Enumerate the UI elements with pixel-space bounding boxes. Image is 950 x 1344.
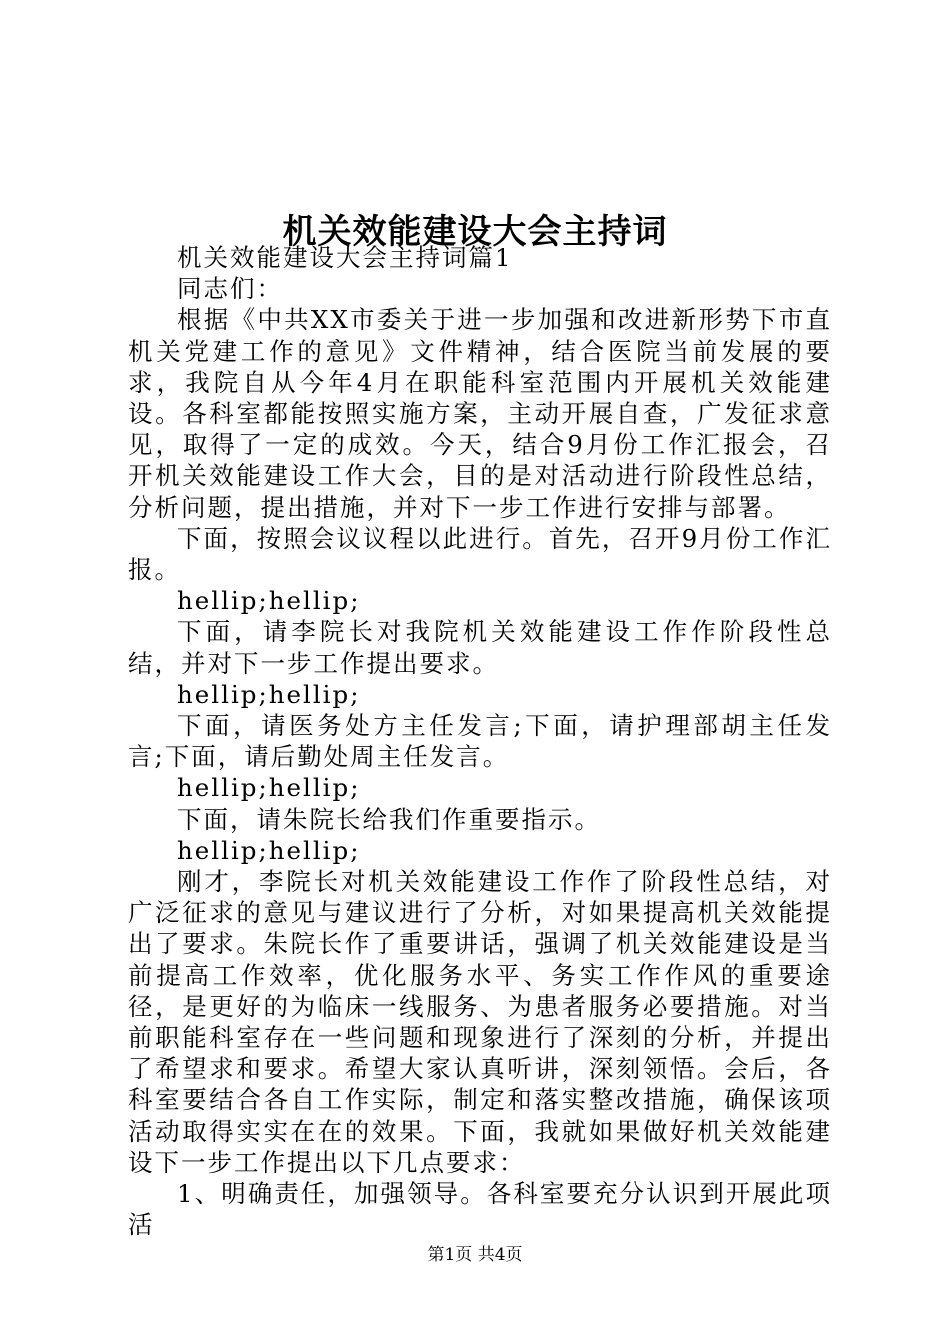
page-number-footer: 第1页 共4页 <box>427 1245 523 1265</box>
paragraph: 下面，请朱院长给我们作重要指示。 <box>177 804 601 834</box>
paragraph-subtitle: 机关效能建设大会主持词篇1 <box>177 243 513 272</box>
paragraph: 根据《中共XX市委关于进一步加强和改进新形势下市直机关党建工作的意见》文件精神，结合医院当前发展的要求，我院自从今年4月在职能科室范围内开展机关效能建设。各科室都能按照实施方案，主动开展自查，广发征求意见，取得了一定的成效。今天，结合9月份工作汇报会，召开机关效能建设工作大会，目的是对活动进行阶段性总结，分析问题，提出措施，并对下一步工作进行安排与部署。 <box>128 305 832 522</box>
paragraph-ellipsis: hellip;hellip; <box>177 835 361 865</box>
paragraph: 下面，按照会议议程以此进行。首先，召开9月份工作汇报。 <box>128 523 832 585</box>
paragraph-ellipsis: hellip;hellip; <box>177 773 361 803</box>
page-title: 机关效能建设大会主持词 <box>282 211 668 252</box>
paragraph: 刚才，李院长对机关效能建设工作作了阶段性总结，对广泛征求的意见与建议进行了分析，对如果提高机关效能提出了要求。朱院长作了重要讲话，强调了机关效能建设是当前提高工作效率，优化服务水平、务实工作作风的重要途径，是更好的为临床一线服务、为患者服务必要措施。对当前职能科室存在一些问题和现象进行了深刻的分析，并提出了希望求和要求。希望大家认真听讲，深刻领悟。会后，各科室要结合各自工作实际，制定和落实整改措施，确保该项活动取得实实在在的效果。下面，我就如果做好机关效能建设下一步工作提出以下几点要求： <box>128 867 832 1177</box>
paragraph-ellipsis: hellip;hellip; <box>177 679 361 709</box>
paragraph: 下面，请医务处方主任发言;下面，请护理部胡主任发言;下面，请后勤处周主任发言。 <box>128 711 832 772</box>
paragraph: 1、明确责任，加强领导。各科室要充分认识到开展此项活 <box>128 1179 832 1240</box>
document-body <box>128 242 832 1241</box>
paragraph-salutation: 同志们： <box>177 274 283 304</box>
paragraph: 下面，请李院长对我院机关效能建设工作作阶段性总结，并对下一步工作提出要求。 <box>128 617 832 678</box>
paragraph-ellipsis: hellip;hellip; <box>177 586 361 616</box>
